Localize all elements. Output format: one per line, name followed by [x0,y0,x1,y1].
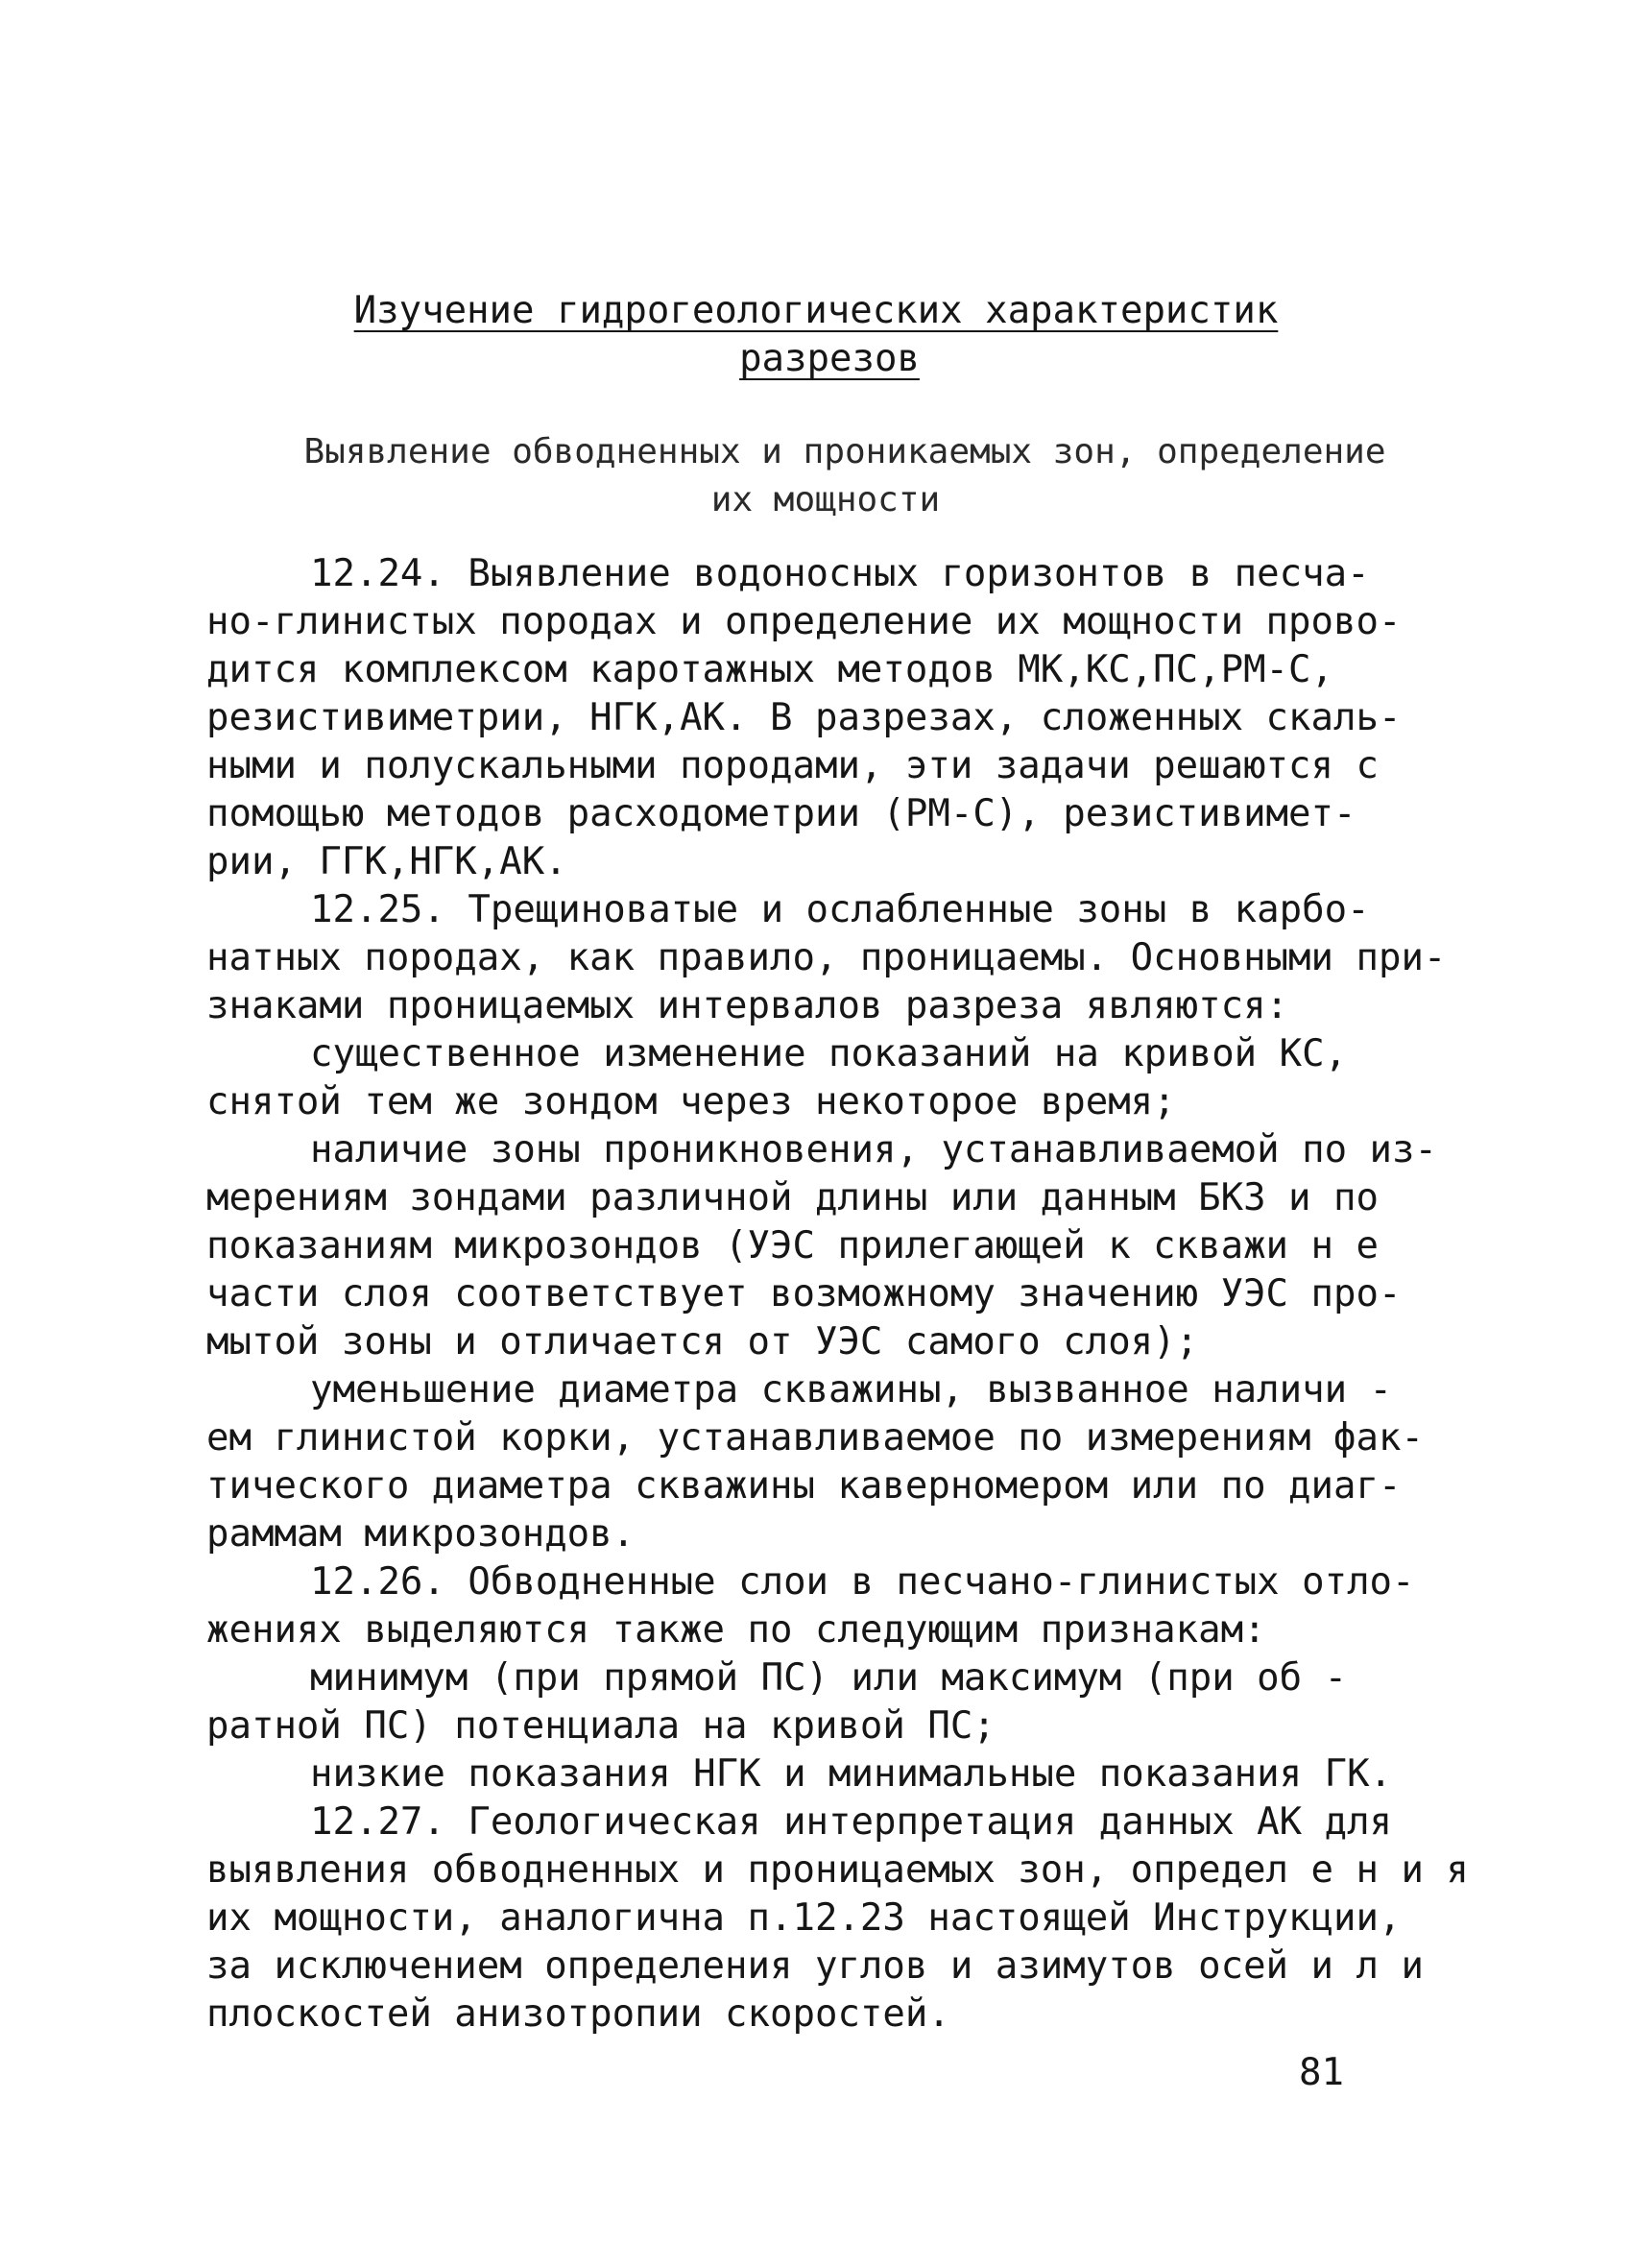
body-line: натных породах, как правило, проницаемы. Основными при- [206,936,1447,979]
body-line: 12.26. Обводненные слои в песчано-глинистых отло- [310,1560,1415,1604]
body-line: уменьшение диаметра скважины, вызванное наличи - [310,1368,1393,1411]
body-line: мытой зоны и отличается от УЭС самого слоя); [206,1320,1199,1363]
body-line: показаниям микрозондов (УЭС прилегающей к скважи н е [206,1224,1379,1267]
body-line: рии, ГГК,НГК,АК. [206,840,567,883]
body-line: резистивиметрии, НГК,АК. В разрезах, сложенных скаль- [206,696,1402,739]
body-line: выявления обводненных и проницаемых зон, определ е н и я [206,1848,1469,1892]
body-line: 12.27. Геологическая интерпретация данных АК для [310,1800,1393,1844]
section-heading-text-1: Изучение гидрогеологических характеристик [353,289,1279,332]
subheading-line-2: их мощности [710,480,941,519]
subheading-line-1: Выявление обводненных и проникаемых зон, определение [303,432,1386,471]
body-line: низкие показания НГК и минимальные показания ГК. [310,1752,1393,1796]
page-number: 81 [1299,2051,1344,2094]
body-line: 12.24. Выявление водоносных горизонтов в песча- [310,552,1370,595]
body-line: части слоя соответствует возможному значению УЭС про- [206,1272,1402,1315]
body-line: мерениям зондами различной длины или данным БКЗ и по [206,1176,1379,1219]
body-line: раммам микрозондов. [206,1512,636,1556]
body-line: жениях выделяются также по следующим признакам: [206,1608,1266,1652]
body-line: ратной ПС) потенциала на кривой ПС; [206,1704,996,1748]
body-line: наличие зоны проникновения, устанавливаемой по из- [310,1128,1437,1171]
section-heading-line-1 [0,288,1632,334]
body-line: 12.25. Трещиноватые и ослабленные зоны в карбо- [310,888,1370,931]
body-line: существенное изменение показаний на кривой КС, [310,1032,1348,1075]
body-line: ными и полускальными породами, эти задачи решаются с [206,744,1379,787]
body-line: минимум (при прямой ПС) или максимум (при об - [310,1656,1348,1700]
body-line: снятой тем же зондом через некоторое время; [206,1080,1176,1123]
body-line: дится комплексом каротажных методов МК,КС,ПС,РМ-С, [206,648,1333,691]
body-line: тического диаметра скважины каверномером или по диаг- [206,1464,1402,1508]
body-line: ем глинистой корки, устанавливаемое по измерениям фак- [206,1416,1424,1460]
section-heading-line-2 [0,336,1632,382]
body-line: их мощности, аналогична п.12.23 настоящей Инструкции, [206,1896,1402,1940]
body-line: знаками проницаемых интервалов разреза являются: [206,984,1289,1027]
body-line: но-глинистых породах и определение их мощности прово- [206,600,1402,643]
body-line: плоскостей анизотропии скоростей. [206,1992,950,2036]
body-line: за исключением определения углов и азимутов осей и л и [206,1944,1424,1988]
section-heading-text-2: разрезов [739,337,920,380]
body-line: помощью методов расходометрии (РМ-С), резистивимет- [206,792,1356,835]
